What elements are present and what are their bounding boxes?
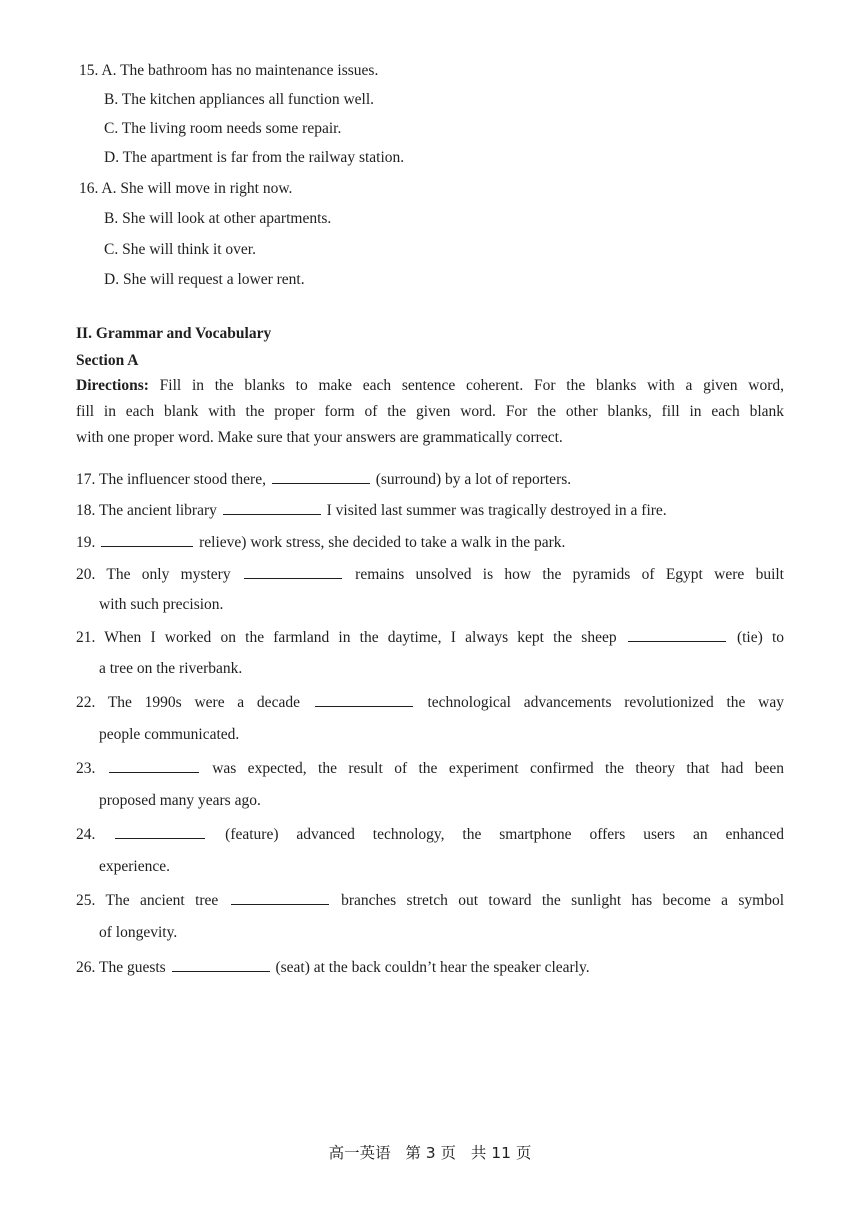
question-18 [76,500,667,521]
q22-answer-blank[interactable] [315,692,413,707]
q24-text-post: (feature) advanced technology, the smartphone offers users an enhanced [225,826,784,843]
q24-text-pre: 24. [76,826,96,843]
q25-text-post: branches stretch out toward the sunlight has become a symbol [341,892,785,909]
q19-text-post: relieve) work stress, she decided to take a walk in the park. [199,534,566,551]
question-21 [76,627,784,648]
q21-text-post: (tie) to [736,629,785,646]
directions-text-1: Fill in the blanks to make each sentence coherent. For the blanks with a given word, [159,377,785,394]
question-17 [76,469,571,490]
q20-continuation: with such precision. [99,596,224,613]
question-19 [76,532,565,553]
q16-option-a [79,179,292,199]
q17-text-post: (surround) by a lot of reporters. [375,471,572,488]
q18-text-pre: 18. The ancient library [76,502,217,519]
q20-text-pre: 20. The only mystery [76,566,231,583]
directions-line-2: fill in each blank with the proper form of the given word. For the other blanks, fill in each blank [76,403,784,420]
q25-continuation: of longevity. [99,924,178,941]
question-20 [76,564,784,585]
q21-continuation: a tree on the riverbank. [99,660,243,677]
q26-text-pre: 26. The guests [76,959,166,976]
q18-answer-blank[interactable] [223,500,321,515]
page-footer: 高一英语 第 3 页 共 11 页 [328,1144,532,1162]
q16-option-b: B. She will look at other apartments. [104,210,332,227]
question-23 [76,758,784,779]
q22-text-post: technological advancements revolutionized the way [427,694,784,711]
q19-text-pre: 19. [76,534,96,551]
q17-answer-blank[interactable] [272,469,370,484]
q25-text-pre: 25. The ancient tree [76,892,219,909]
q23-text-pre: 23. [76,760,96,777]
q20-answer-blank[interactable] [244,564,342,579]
directions-label: Directions: [76,377,149,394]
q22-text-pre: 22. The 1990s were a decade [76,694,300,711]
question-22 [76,692,784,713]
q16-option-c: C. She will think it over. [104,241,256,258]
question-25 [76,890,784,911]
q15-option-b: B. The kitchen appliances all function well. [104,91,375,108]
q23-answer-blank[interactable] [109,758,199,773]
q24-answer-blank[interactable] [115,824,205,839]
q19-answer-blank[interactable] [101,532,193,547]
q21-text-pre: 21. When I worked on the farmland in the daytime, I always kept the sheep [76,629,617,646]
q25-answer-blank[interactable] [231,890,329,905]
section-heading: II. Grammar and Vocabulary [76,325,272,342]
q20-text-post: remains unsolved is how the pyramids of Egypt were built [355,566,784,583]
q15-option-c: C. The living room needs some repair. [104,120,342,137]
section-a-title: Section A [76,352,139,369]
q26-answer-blank[interactable] [172,957,270,972]
directions-line-3: with one proper word. Make sure that your answers are grammatically correct. [76,429,563,446]
q15-option-a-text: A. The bathroom has no maintenance issues. [101,62,379,79]
q24-continuation: experience. [99,858,170,875]
q17-text-pre: 17. The influencer stood there, [76,471,266,488]
q22-continuation: people communicated. [99,726,240,743]
q15-option-a [79,61,378,81]
q21-answer-blank[interactable] [628,627,726,642]
q16-option-a-text: A. She will move in right now. [101,180,293,197]
q16-option-d: D. She will request a lower rent. [104,271,305,288]
q23-continuation: proposed many years ago. [99,792,261,809]
q26-text-post: (seat) at the back couldn’t hear the speaker clearly. [275,959,590,976]
question-26 [76,957,590,978]
q23-text-post: was expected, the result of the experiment confirmed the theory that had been [212,760,785,777]
question-24 [76,824,784,845]
q15-option-d: D. The apartment is far from the railway station. [104,149,405,166]
q15-number: 15. [79,62,99,79]
directions-line-1 [76,376,784,396]
q16-number: 16. [79,180,99,197]
q18-text-post: I visited last summer was tragically destroyed in a fire. [326,502,667,519]
